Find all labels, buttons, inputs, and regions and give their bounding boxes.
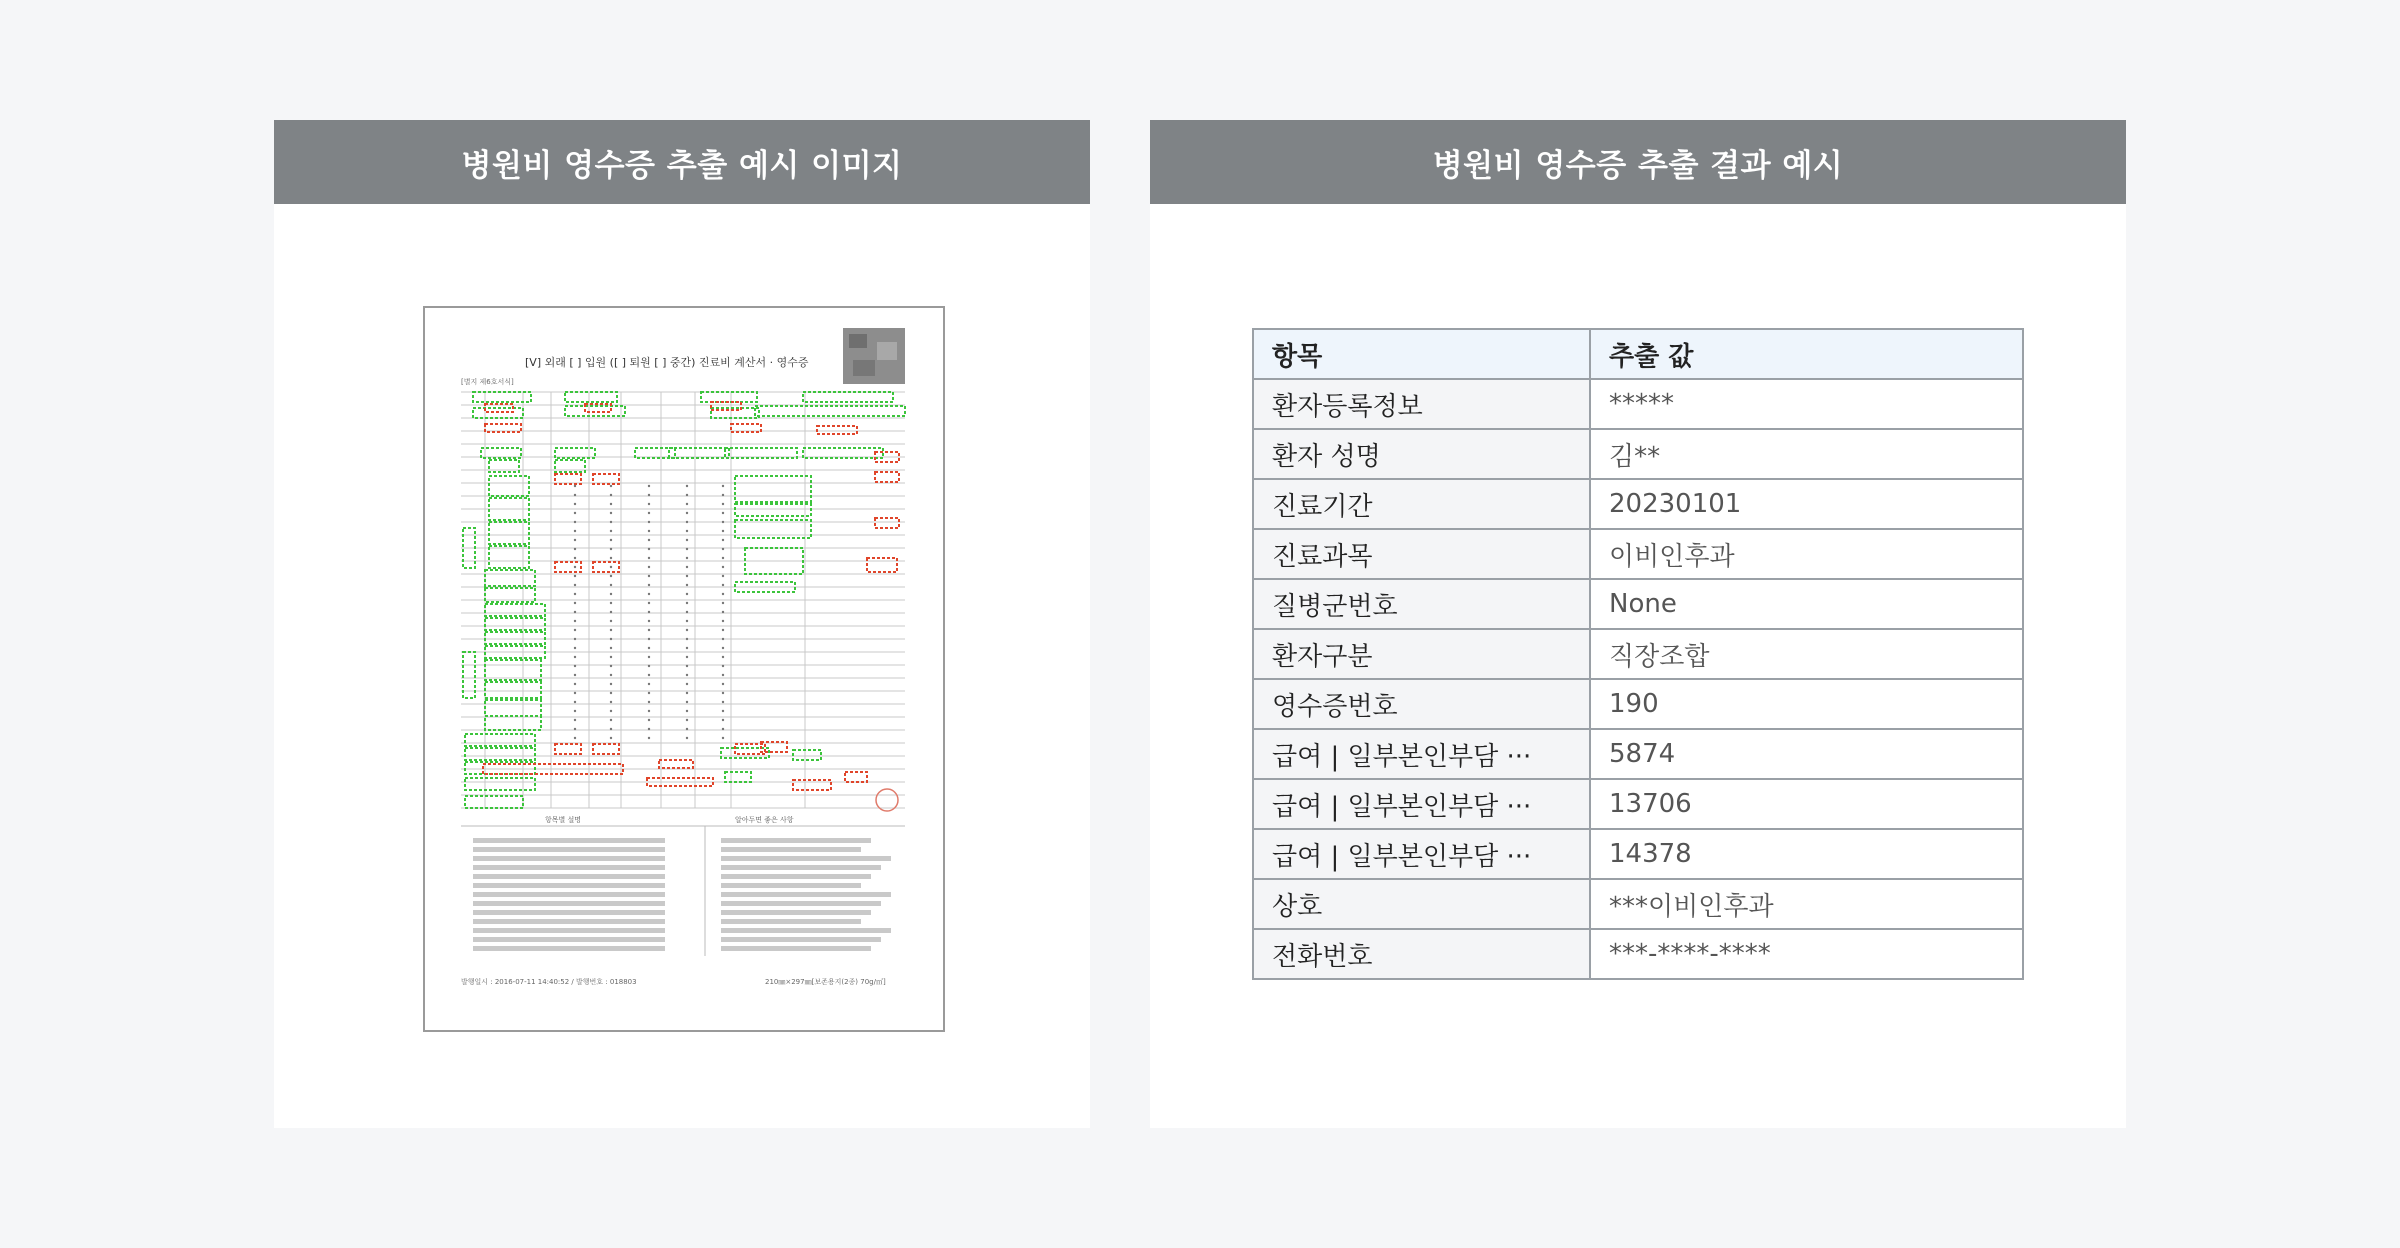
- receipt-cell-dot: [610, 584, 612, 586]
- detected-field-box: [465, 796, 523, 808]
- receipt-cell-dot: [686, 557, 688, 559]
- row-value: 190: [1590, 679, 2023, 729]
- blurred-text-line: [473, 901, 665, 906]
- detected-value-box: [875, 518, 899, 528]
- detected-field-box: [485, 660, 541, 680]
- receipt-cell-dot: [686, 602, 688, 604]
- receipt-cell-dot: [574, 557, 576, 559]
- receipt-cell-dot: [610, 611, 612, 613]
- receipt-cell-dot: [722, 512, 724, 514]
- receipt-cell-dot: [686, 665, 688, 667]
- receipt-cell-dot: [574, 566, 576, 568]
- receipt-cell-dot: [574, 701, 576, 703]
- row-value: 13706: [1590, 779, 2023, 829]
- detected-field-box: [485, 618, 545, 630]
- row-key: 급여 | 일부본인부담 ···: [1253, 729, 1590, 779]
- receipt-cell-dot: [574, 548, 576, 550]
- receipt-cell-dot: [574, 611, 576, 613]
- receipt-section-left: 항목별 설명: [545, 816, 582, 824]
- receipt-cell-dot: [686, 521, 688, 523]
- receipt-cell-dot: [574, 737, 576, 739]
- row-value: *****: [1590, 379, 2023, 429]
- receipt-cell-dot: [610, 665, 612, 667]
- extraction-result-panel: [1150, 120, 2126, 1128]
- receipt-cell-dot: [686, 683, 688, 685]
- detected-field-box: [735, 504, 811, 516]
- receipt-cell-dot: [648, 737, 650, 739]
- receipt-cell-dot: [610, 674, 612, 676]
- table-row: [1253, 579, 2023, 629]
- receipt-cell-dot: [610, 557, 612, 559]
- receipt-cell-dot: [722, 566, 724, 568]
- detected-field-box: [485, 632, 545, 644]
- receipt-cell-dot: [610, 647, 612, 649]
- receipt-cell-dot: [574, 494, 576, 496]
- receipt-cell-dot: [722, 521, 724, 523]
- receipt-cell-dot: [648, 548, 650, 550]
- blurred-text-line: [473, 946, 665, 951]
- row-key: 환자 성명: [1253, 429, 1590, 479]
- receipt-cell-dot: [722, 485, 724, 487]
- row-value: 14378: [1590, 829, 2023, 879]
- blurred-text-line: [721, 883, 861, 888]
- receipt-cell-dot: [722, 710, 724, 712]
- receipt-cell-dot: [574, 692, 576, 694]
- blurred-text-line: [473, 847, 665, 852]
- receipt-cell-dot: [686, 503, 688, 505]
- detected-field-box: [465, 748, 535, 760]
- receipt-cell-dot: [686, 530, 688, 532]
- column-header-value: 추출 값: [1590, 329, 2023, 379]
- detected-field-box: [725, 772, 751, 782]
- receipt-cell-dot: [722, 530, 724, 532]
- receipt-cell-dot: [722, 656, 724, 658]
- blurred-text-line: [721, 874, 871, 879]
- receipt-form-note: [별지 제6호서식]: [461, 378, 514, 386]
- table-row: [1253, 779, 2023, 829]
- receipt-cell-dot: [610, 656, 612, 658]
- receipt-cell-dot: [574, 683, 576, 685]
- row-key: 영수증번호: [1253, 679, 1590, 729]
- detected-field-box: [735, 476, 811, 502]
- receipt-cell-dot: [648, 584, 650, 586]
- receipt-cell-dot: [722, 620, 724, 622]
- receipt-cell-dot: [610, 539, 612, 541]
- row-key: 전화번호: [1253, 929, 1590, 979]
- table-row: [1253, 829, 2023, 879]
- blurred-text-line: [473, 865, 665, 870]
- blurred-text-line: [473, 883, 665, 888]
- receipt-cell-dot: [574, 620, 576, 622]
- detected-field-box: [485, 570, 535, 586]
- receipt-cell-dot: [648, 566, 650, 568]
- receipt-cell-dot: [610, 701, 612, 703]
- receipt-cell-dot: [648, 557, 650, 559]
- receipt-cell-dot: [574, 638, 576, 640]
- receipt-cell-dot: [722, 665, 724, 667]
- receipt-cell-dot: [648, 629, 650, 631]
- receipt-cell-dot: [574, 584, 576, 586]
- blurred-text-line: [721, 937, 881, 942]
- receipt-cell-dot: [686, 611, 688, 613]
- table-row: [1253, 679, 2023, 729]
- detected-field-box: [465, 778, 535, 790]
- receipt-cell-dot: [574, 728, 576, 730]
- detected-value-box: [659, 760, 693, 768]
- receipt-cell-dot: [686, 620, 688, 622]
- receipt-cell-dot: [574, 593, 576, 595]
- receipt-cell-dot: [574, 530, 576, 532]
- receipt-cell-dot: [686, 656, 688, 658]
- receipt-cell-dot: [610, 593, 612, 595]
- column-header-item: 항목: [1253, 329, 1590, 379]
- receipt-title: [V] 외래 [ ] 입원 ([ ] 퇴원 [ ] 중간) 진료비 계산서 · 영수증: [525, 356, 809, 369]
- example-image-title: 병원비 영수증 추출 예시 이미지: [274, 120, 1090, 204]
- receipt-cell-dot: [722, 503, 724, 505]
- receipt-cell-dot: [610, 719, 612, 721]
- receipt-cell-dot: [648, 701, 650, 703]
- receipt-cell-dot: [574, 710, 576, 712]
- detected-field-box: [803, 392, 893, 402]
- receipt-cell-dot: [722, 575, 724, 577]
- receipt-cell-dot: [686, 692, 688, 694]
- receipt-cell-dot: [686, 584, 688, 586]
- receipt-cell-dot: [648, 692, 650, 694]
- table-row: [1253, 729, 2023, 779]
- table-row: [1253, 929, 2023, 979]
- receipt-cell-dot: [648, 674, 650, 676]
- detected-field-box: [755, 406, 905, 416]
- receipt-cell-dot: [686, 647, 688, 649]
- detected-field-box: [701, 392, 757, 402]
- row-value: None: [1590, 579, 2023, 629]
- receipt-cell-dot: [686, 548, 688, 550]
- blurred-text-line: [721, 847, 861, 852]
- blurred-text-line: [473, 856, 665, 861]
- receipt-cell-dot: [686, 629, 688, 631]
- row-key: 진료기간: [1253, 479, 1590, 529]
- blurred-text-line: [473, 910, 665, 915]
- blurred-text-line: [473, 928, 665, 933]
- detected-field-box: [485, 700, 541, 716]
- detected-value-box: [555, 744, 581, 754]
- row-value: ***-****-****: [1590, 929, 2023, 979]
- receipt-cell-dot: [648, 512, 650, 514]
- detected-value-box: [817, 426, 857, 434]
- row-value: 20230101: [1590, 479, 2023, 529]
- receipt-cell-dot: [610, 629, 612, 631]
- receipt-cell-dot: [722, 728, 724, 730]
- receipt-cell-dot: [722, 701, 724, 703]
- blurred-text-line: [721, 856, 891, 861]
- receipt-cell-dot: [610, 485, 612, 487]
- receipt-cell-dot: [610, 620, 612, 622]
- receipt-cell-dot: [648, 602, 650, 604]
- receipt-cell-dot: [722, 494, 724, 496]
- receipt-cell-dot: [574, 602, 576, 604]
- blurred-text-line: [473, 838, 665, 843]
- blurred-text-line: [473, 874, 665, 879]
- receipt-cell-dot: [648, 710, 650, 712]
- extraction-result-title: 병원비 영수증 추출 결과 예시: [1150, 120, 2126, 204]
- receipt-cell-dot: [686, 710, 688, 712]
- table-header-row: [1253, 329, 2023, 379]
- receipt-cell-dot: [648, 575, 650, 577]
- receipt-cell-dot: [648, 611, 650, 613]
- detected-value-box: [555, 562, 581, 572]
- receipt-cell-dot: [686, 566, 688, 568]
- blurred-text-line: [721, 946, 871, 951]
- receipt-cell-dot: [574, 647, 576, 649]
- receipt-cell-dot: [686, 728, 688, 730]
- receipt-cell-dot: [610, 548, 612, 550]
- blurred-text-line: [721, 919, 861, 924]
- receipt-cell-dot: [686, 737, 688, 739]
- row-key: 급여 | 일부본인부담 ···: [1253, 779, 1590, 829]
- receipt-cell-dot: [648, 494, 650, 496]
- row-key: 환자등록정보: [1253, 379, 1590, 429]
- receipt-cell-dot: [722, 692, 724, 694]
- detected-value-box: [875, 472, 899, 482]
- detected-value-box: [593, 562, 619, 572]
- receipt-cell-dot: [574, 521, 576, 523]
- receipt-cell-dot: [610, 566, 612, 568]
- detected-value-box: [845, 772, 867, 782]
- detected-field-box: [793, 750, 821, 760]
- table-row: [1253, 529, 2023, 579]
- receipt-cell-dot: [686, 512, 688, 514]
- example-image-panel: [274, 120, 1090, 1128]
- table-row: [1253, 429, 2023, 479]
- detected-field-box: [465, 734, 535, 746]
- receipt-cell-dot: [722, 539, 724, 541]
- table-row: [1253, 879, 2023, 929]
- receipt-cell-dot: [722, 629, 724, 631]
- detected-value-box: [593, 744, 619, 754]
- receipt-cell-dot: [574, 629, 576, 631]
- blurred-text-line: [473, 919, 665, 924]
- receipt-cell-dot: [648, 647, 650, 649]
- receipt-cell-dot: [648, 656, 650, 658]
- receipt-cell-dot: [722, 719, 724, 721]
- row-key: 급여 | 일부본인부담 ···: [1253, 829, 1590, 879]
- receipt-cell-dot: [648, 539, 650, 541]
- blurred-text-line: [721, 910, 871, 915]
- receipt-cell-dot: [686, 539, 688, 541]
- receipt-cell-dot: [686, 674, 688, 676]
- row-value: ***이비인후과: [1590, 879, 2023, 929]
- receipt-cell-dot: [648, 719, 650, 721]
- receipt-cell-dot: [648, 638, 650, 640]
- receipt-document-image: [423, 306, 945, 1032]
- receipt-cell-dot: [686, 701, 688, 703]
- detected-field-box: [485, 682, 541, 698]
- receipt-cell-dot: [574, 665, 576, 667]
- receipt-cell-dot: [648, 683, 650, 685]
- receipt-cell-dot: [574, 575, 576, 577]
- receipt-cell-dot: [610, 512, 612, 514]
- receipt-cell-dot: [574, 539, 576, 541]
- receipt-cell-dot: [722, 584, 724, 586]
- blurred-text-line: [721, 928, 891, 933]
- detected-value-box: [867, 558, 897, 572]
- detected-field-box: [565, 392, 617, 402]
- row-value: 5874: [1590, 729, 2023, 779]
- table-row: [1253, 479, 2023, 529]
- receipt-cell-dot: [574, 656, 576, 658]
- receipt-cell-dot: [648, 665, 650, 667]
- table-row: [1253, 629, 2023, 679]
- row-key: 상호: [1253, 879, 1590, 929]
- receipt-cell-dot: [610, 638, 612, 640]
- table-row: [1253, 379, 2023, 429]
- receipt-cell-dot: [686, 485, 688, 487]
- row-key: 진료과목: [1253, 529, 1590, 579]
- receipt-footer-right: 210㎜×297㎜[보존용지(2종) 70g/㎡]: [765, 978, 886, 986]
- receipt-cell-dot: [686, 719, 688, 721]
- detected-field-box: [473, 392, 531, 402]
- blurred-text-line: [473, 937, 665, 942]
- receipt-cell-dot: [722, 557, 724, 559]
- receipt-cell-dot: [610, 494, 612, 496]
- receipt-cell-dot: [648, 728, 650, 730]
- receipt-cell-dot: [574, 512, 576, 514]
- receipt-section-right: 알아두면 좋은 사항: [735, 816, 794, 824]
- receipt-cell-dot: [686, 575, 688, 577]
- receipt-cell-dot: [610, 728, 612, 730]
- receipt-cell-dot: [648, 620, 650, 622]
- receipt-cell-dot: [686, 494, 688, 496]
- blurred-text-line: [721, 865, 881, 870]
- receipt-cell-dot: [722, 602, 724, 604]
- receipt-cell-dot: [610, 710, 612, 712]
- blurred-text-line: [721, 838, 871, 843]
- extraction-result-table: [1252, 328, 2024, 980]
- receipt-cell-dot: [648, 503, 650, 505]
- receipt-cell-dot: [574, 674, 576, 676]
- blurred-text-line: [721, 901, 881, 906]
- receipt-cell-dot: [722, 683, 724, 685]
- receipt-cell-dot: [610, 737, 612, 739]
- receipt-cell-dot: [722, 647, 724, 649]
- receipt-cell-dot: [648, 593, 650, 595]
- receipt-cell-dot: [610, 530, 612, 532]
- receipt-cell-dot: [722, 593, 724, 595]
- receipt-cell-dot: [574, 719, 576, 721]
- receipt-footer-left: 발행일시 : 2016-07-11 14:40:52 / 발행번호 : 018803: [461, 978, 637, 986]
- receipt-cell-dot: [722, 737, 724, 739]
- row-value: 김**: [1590, 429, 2023, 479]
- receipt-cell-dot: [574, 503, 576, 505]
- row-key: 환자구분: [1253, 629, 1590, 679]
- receipt-cell-dot: [722, 548, 724, 550]
- receipt-cell-dot: [610, 602, 612, 604]
- receipt-cell-dot: [722, 611, 724, 613]
- receipt-cell-dot: [648, 521, 650, 523]
- receipt-cell-dot: [610, 683, 612, 685]
- blurred-text-line: [721, 892, 891, 897]
- blurred-text-line: [473, 892, 665, 897]
- detected-field-box: [485, 604, 545, 616]
- row-value: 이비인후과: [1590, 529, 2023, 579]
- receipt-cell-dot: [610, 692, 612, 694]
- detected-field-box: [485, 716, 541, 730]
- receipt-cell-dot: [686, 638, 688, 640]
- receipt-cell-dot: [610, 575, 612, 577]
- receipt-cell-dot: [722, 638, 724, 640]
- receipt-cell-dot: [574, 485, 576, 487]
- receipt-cell-dot: [610, 503, 612, 505]
- row-key: 질병군번호: [1253, 579, 1590, 629]
- receipt-cell-dot: [686, 593, 688, 595]
- receipt-cell-dot: [648, 485, 650, 487]
- receipt-cell-dot: [722, 674, 724, 676]
- receipt-cell-dot: [648, 530, 650, 532]
- row-value: 직장조합: [1590, 629, 2023, 679]
- receipt-cell-dot: [610, 521, 612, 523]
